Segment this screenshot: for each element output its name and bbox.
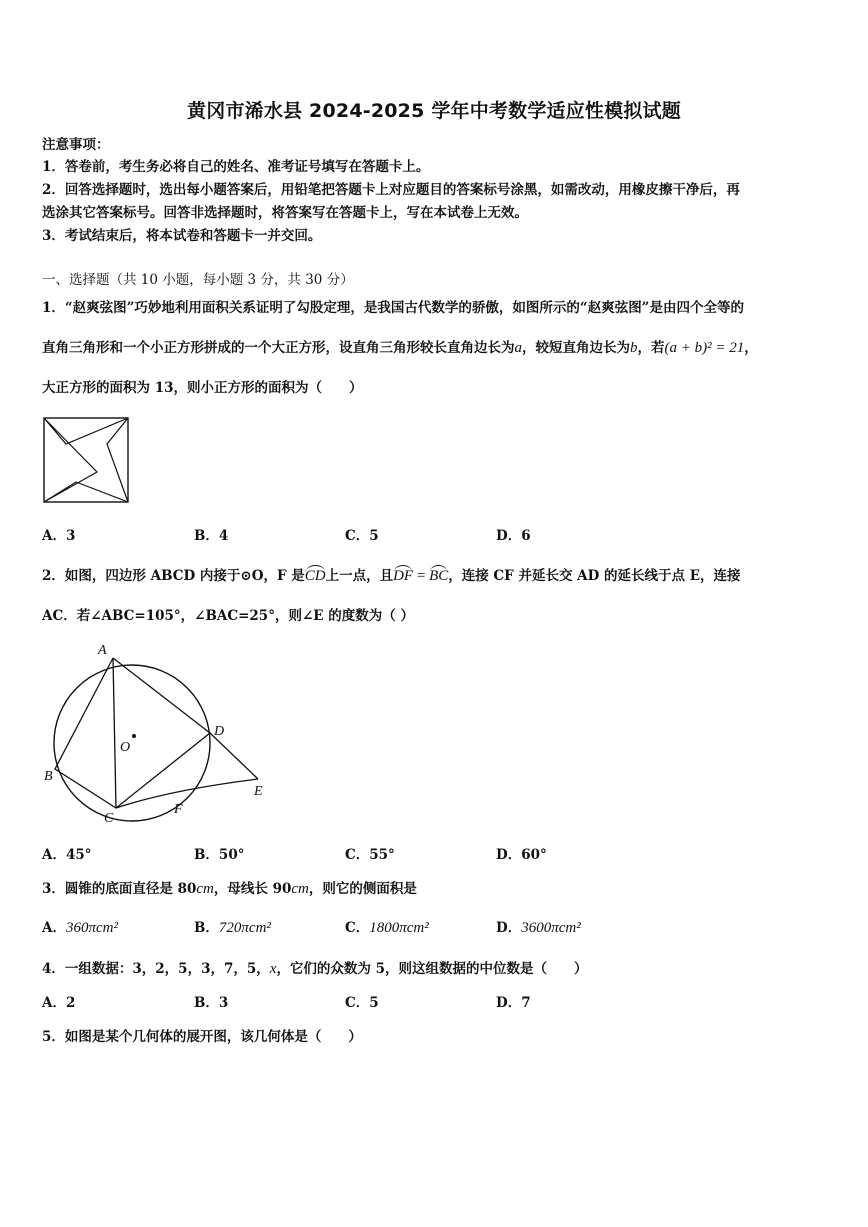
notice-item-2: 2．回答选择题时，选出每小题答案后，用铅笔把答题卡上对应题目的答案标号涂黑，如需改动，用橡皮擦干净后，再 xyxy=(42,182,740,198)
q1-line-1: 1．“赵爽弦图”巧妙地利用面积关系证明了勾股定理，是我国古代数学的骄傲，如图所示的“赵爽弦图”是由四个全等的 xyxy=(42,300,744,316)
q1-var-a: a xyxy=(514,340,522,356)
q2-option-d[interactable]: D．60° xyxy=(496,847,547,863)
center-point-o xyxy=(132,734,136,738)
q3-line xyxy=(42,877,417,898)
q1-line-2 xyxy=(42,336,758,357)
label-a: A xyxy=(98,643,107,658)
circle-o xyxy=(54,665,210,821)
triangle-lines-bottom xyxy=(44,482,128,502)
q3-unit-2: cm xyxy=(291,881,309,897)
arc-bc: BC xyxy=(429,568,449,584)
label-f: F xyxy=(174,802,183,817)
q2-line-1-text-a: 2．如图，四边形 ABCD 内接于⊙O，F 是 xyxy=(42,568,305,584)
q3-option-d[interactable]: D．3600πcm² xyxy=(496,920,581,936)
notice-item-2-continued: 选涂其它答案标号。回答非选择题时，将答案写在答题卡上，写在本试卷上无效。 xyxy=(42,205,528,221)
label-e: E xyxy=(254,784,263,799)
inscribed-quadrilateral-figure xyxy=(40,638,280,823)
label-c: C xyxy=(104,811,114,823)
q1-line-2-text-c: ，若 xyxy=(637,340,665,356)
segment-de xyxy=(210,733,258,779)
q2-line-2: AC．若∠ABC=105°，∠BAC=25°，则∠E 的度数为（ ） xyxy=(42,608,414,624)
arc-df: DF xyxy=(393,568,414,584)
q2-line-1-text-c: ，连接 CF 并延长交 AD 的延长线于点 E，连接 xyxy=(448,568,741,584)
q1-line-2-text-a: 直角三角形和一个小正方形拼成的一个大正方形，设直角三角形较长直角边长为 xyxy=(42,340,515,356)
q3-text-a: 3．圆锥的底面直径是 80 xyxy=(42,881,197,897)
equals-sign: = xyxy=(413,568,430,584)
q3-unit-1: cm xyxy=(196,881,214,897)
arc-cd: CD xyxy=(304,568,326,584)
q1-option-c[interactable]: C．5 xyxy=(345,528,379,544)
q2-option-c[interactable]: C．55° xyxy=(345,847,395,863)
q1-option-b[interactable]: B．4 xyxy=(194,528,229,544)
q3-option-a[interactable]: A．360πcm² xyxy=(42,920,118,936)
label-o: O xyxy=(120,740,131,755)
quadrilateral-abcd xyxy=(55,658,210,808)
label-d: D xyxy=(214,724,225,739)
q5-line: 5．如图是某个几何体的展开图，该几何体是（ ） xyxy=(42,1029,362,1045)
notice-heading: 注意事项： xyxy=(42,137,110,153)
q1-formula: (a + b)² = 21 xyxy=(664,340,745,356)
q4-option-a[interactable]: A．2 xyxy=(42,995,76,1011)
segment-cfe xyxy=(116,779,258,808)
triangle-lines-right xyxy=(107,418,128,502)
q2-line-1-text-b: 上一点，且 xyxy=(325,568,394,584)
section-heading: 一、选择题（共 10 小题，每小题 3 分，共 30 分） xyxy=(42,272,354,288)
q4-text-a: 4．一组数据：3，2，5，3，7，5， xyxy=(42,961,270,977)
q4-line xyxy=(42,957,588,978)
zhao-shuang-figure xyxy=(40,414,134,508)
q1-line-2-end: ， xyxy=(744,340,758,356)
q4-option-d[interactable]: D．7 xyxy=(496,995,531,1011)
q4-option-b[interactable]: B．3 xyxy=(194,995,229,1011)
q4-var-x: x xyxy=(269,961,277,977)
q1-line-3: 大正方形的面积为 13，则小正方形的面积为（ ） xyxy=(42,380,363,396)
q3-option-c[interactable]: C．1800πcm² xyxy=(345,920,429,936)
q3-text-b: ，母线长 90 xyxy=(213,881,292,897)
triangle-lines-left xyxy=(44,418,97,502)
q2-line-1 xyxy=(42,564,741,585)
q3-text-c: ，则它的侧面积是 xyxy=(308,881,417,897)
q4-text-b: ，它们的众数为 5，则这组数据的中位数是（ ） xyxy=(276,961,588,977)
q3-option-b[interactable]: B．720πcm² xyxy=(194,920,271,936)
notice-item-1: 1．答卷前，考生务必将自己的姓名、准考证号填写在答题卡上。 xyxy=(42,159,430,175)
page-title: 黄冈市浠水县 2024-2025 学年中考数学适应性模拟试题 xyxy=(187,100,681,122)
q4-option-c[interactable]: C．5 xyxy=(345,995,379,1011)
q1-var-b: b xyxy=(630,340,638,356)
q1-option-a[interactable]: A．3 xyxy=(42,528,76,544)
q2-option-a[interactable]: A．45° xyxy=(42,847,92,863)
q1-line-2-text-b: ，较短直角边长为 xyxy=(522,340,630,356)
q2-option-b[interactable]: B．50° xyxy=(194,847,245,863)
notice-item-3: 3．考试结束后，将本试卷和答题卡一并交回。 xyxy=(42,228,322,244)
segment-ac xyxy=(113,658,116,808)
q1-option-d[interactable]: D．6 xyxy=(496,528,531,544)
label-b: B xyxy=(44,769,53,784)
